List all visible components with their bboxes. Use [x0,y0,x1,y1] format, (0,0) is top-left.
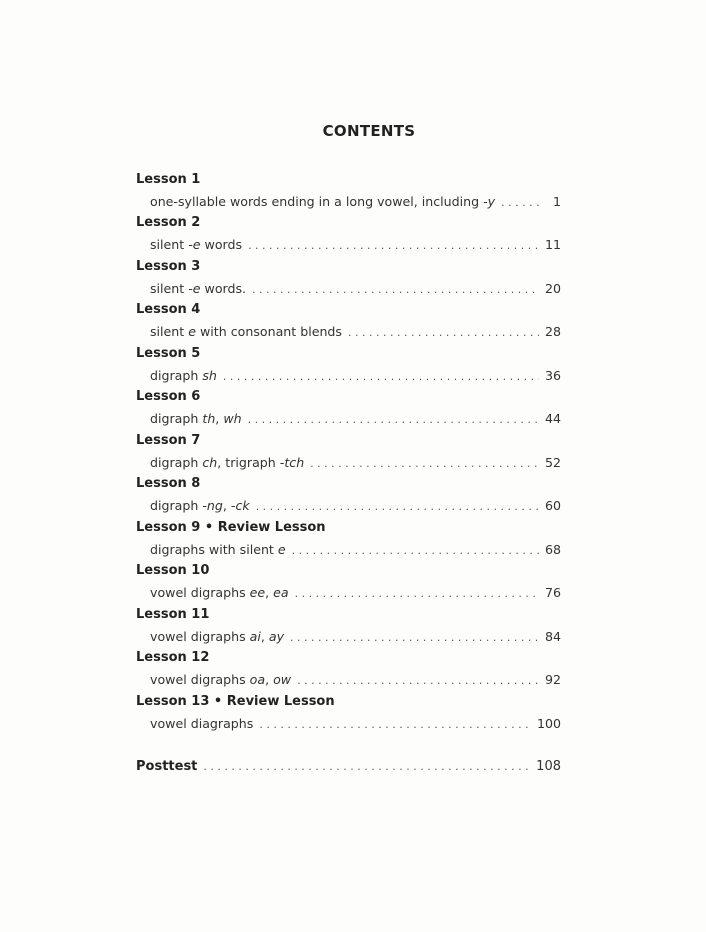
lesson-heading: Lesson 1 [136,172,201,187]
entry-title-italic-part: ow [273,672,292,688]
lesson-heading: Lesson 9 • Review Lesson [136,519,326,535]
entry-title-part: silent [150,237,189,253]
entry-title-italic-part: ai [249,628,261,644]
toc-entry [136,278,561,300]
entry-title-part: vowel diagraphs [150,715,254,731]
entry-title-part: , trigraph [217,454,280,470]
entry-title-part: digraph [150,454,203,470]
dot-leader [295,583,539,605]
lesson-heading: Lesson 2 [136,215,201,231]
entry-title-italic-part: e [188,324,196,340]
dot-leader [248,409,539,431]
lesson-heading: Lesson 6 [136,389,201,405]
entry-title [150,582,289,604]
page-number: 1 [552,193,561,209]
page-number: 68 [544,541,561,557]
dot-leader [501,192,539,214]
dot-leader [256,496,539,518]
lesson-heading: Lesson 7 [136,432,201,448]
page-number: 76 [544,585,561,601]
lesson-heading: Lesson 12 [136,650,210,666]
entry-title-italic-part: -e [188,280,201,296]
entry-title-part: vowel digraphs [150,672,250,688]
lesson-heading: Lesson 5 [136,345,201,361]
page-number: 28 [544,324,561,340]
entry-title-part: with consonant blends [195,324,342,340]
dot-leader [223,366,539,388]
entry-title [150,452,304,474]
dot-leader [292,540,539,562]
dot-leader [248,235,539,257]
toc-entry [136,234,561,256]
lesson-heading: Lesson 3 [136,258,201,274]
toc-entry [136,191,561,213]
page-number: 20 [544,280,561,296]
page-number: 44 [544,411,561,427]
entry-title-part: , [265,585,274,601]
toc-entry [136,582,561,604]
page-number: 36 [544,367,561,383]
lesson-heading: Lesson 13 • Review Lesson [136,693,335,709]
entry-title-part: silent [150,324,189,340]
entry-title [150,495,250,517]
entry-title-part: , [260,628,269,644]
entry-title-part: vowel digraphs [150,628,250,644]
dot-leader [252,279,539,301]
toc-entry [136,495,561,517]
entry-title [150,713,253,735]
entry-title-part: words [200,237,243,253]
entry-title-part: words. [200,280,247,296]
dot-leader [290,627,539,649]
entry-title-part: silent [150,280,189,296]
entry-title-italic-part: -ck [230,498,250,514]
entry-title-italic-part: e [277,541,286,557]
entry-title-part: digraph [150,411,203,427]
entry-title-part: digraph [150,498,203,514]
posttest-entry [136,756,561,778]
toc-entry [136,539,561,561]
page-number: 52 [544,454,561,470]
page-number: 108 [536,759,561,775]
entry-title [150,234,242,256]
entry-title [150,321,342,343]
entry-title-italic-part: ea [273,585,289,601]
entry-title-italic-part: wh [223,411,242,427]
toc-entry [136,669,561,691]
dot-leader [297,670,539,692]
entry-title-italic-part: -tch [279,454,305,470]
entry-title [150,408,242,430]
toc-entry [136,713,561,735]
page-title: CONTENTS [322,122,416,140]
toc-entry [136,452,561,474]
page-number: 11 [544,237,561,253]
lesson-heading: Lesson 11 [136,606,210,622]
toc-entry [136,626,561,648]
dot-leader [203,756,532,778]
lesson-heading: Lesson 10 [136,563,210,579]
entry-title-italic-part: oa [249,672,266,688]
entry-title-part: one-syllable words ending in a long vowel, including [150,193,484,209]
toc-entry [136,365,561,387]
entry-title [150,365,217,387]
entry-title-part: vowel digraphs [150,585,250,601]
entry-title-italic-part: sh [202,367,217,383]
dot-leader [348,322,539,344]
page-number: 92 [544,672,561,688]
entry-title-italic-part: -ng [202,498,223,514]
page-number: 100 [536,715,561,731]
toc-entry [136,321,561,343]
entry-title-part: , [222,498,231,514]
entry-title-italic-part: ch [202,454,218,470]
entry-title-part: digraphs with silent [150,541,278,557]
table-of-contents [136,169,561,778]
entry-title-part: , [215,411,224,427]
entry-title-italic-part: -y [483,193,496,209]
page-number: 84 [544,628,561,644]
lesson-heading: Lesson 8 [136,476,201,492]
entry-title [150,669,291,691]
entry-title [150,278,246,300]
entry-title [150,539,286,561]
spacer [136,734,561,756]
lesson-heading: Lesson 4 [136,302,201,318]
entry-title-part: , [265,672,274,688]
entry-title [150,626,284,648]
dot-leader [259,714,533,736]
entry-title [150,191,495,213]
page-number: 60 [544,498,561,514]
posttest-label: Posttest [136,759,198,775]
entry-title-italic-part: ee [249,585,266,601]
entry-title-part: digraph [150,367,203,383]
entry-title-italic-part: th [202,411,216,427]
entry-title-italic-part: ay [268,628,285,644]
entry-title-italic-part: -e [188,237,201,253]
toc-entry [136,408,561,430]
dot-leader [310,453,539,475]
